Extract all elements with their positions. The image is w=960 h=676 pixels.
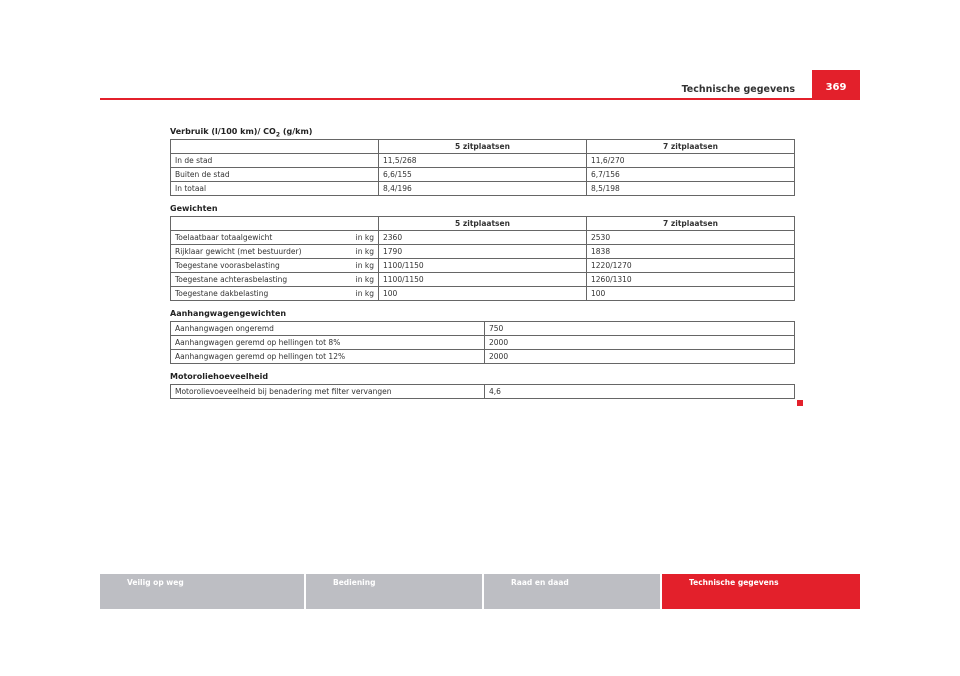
- table-header-empty: [171, 140, 379, 154]
- row-unit: in kg: [355, 289, 374, 298]
- row-label-cell: [171, 231, 379, 245]
- row-label: Motorolievoeveelheid bij benadering met filter vervangen: [171, 385, 485, 399]
- row-label: Rijklaar gewicht (met bestuurder): [175, 247, 302, 256]
- table-header: 7 zitplaatsen: [587, 217, 795, 231]
- running-header: Technische gegevens: [681, 84, 795, 95]
- row-label-cell: [171, 259, 379, 273]
- cell-value: 8,4/196: [379, 182, 587, 196]
- row-label: In totaal: [171, 182, 379, 196]
- table-row: [171, 231, 795, 245]
- cell-value: 1260/1310: [587, 273, 795, 287]
- cell-value: 1100/1150: [379, 259, 587, 273]
- row-unit: in kg: [355, 247, 374, 256]
- row-label-cell: [171, 273, 379, 287]
- section-end-marker: [797, 400, 803, 406]
- row-label-cell: [171, 287, 379, 301]
- consumption-table: [170, 139, 795, 196]
- table-row: [171, 350, 795, 364]
- row-label: Aanhangwagen geremd op hellingen tot 12%: [171, 350, 485, 364]
- row-unit: in kg: [355, 261, 374, 270]
- table-row: [171, 168, 795, 182]
- cell-value: 2530: [587, 231, 795, 245]
- cell-value: 11,6/270: [587, 154, 795, 168]
- content: [170, 125, 795, 399]
- consumption-title: Verbruik (l/100 km)/ $CO_2$ (g/km): [170, 127, 313, 139]
- cell-value: 750: [485, 322, 795, 336]
- row-label: Toegestane achterasbelasting: [175, 275, 288, 284]
- trailer-title: Aanhangwagengewichten: [170, 309, 287, 318]
- table-row: [171, 273, 795, 287]
- footer-tab-veilig-op-weg[interactable]: Veilig op weg: [100, 574, 304, 609]
- table-row: [171, 245, 795, 259]
- table-row: [171, 287, 795, 301]
- row-label: Toelaatbaar totaalgewicht: [175, 233, 273, 242]
- row-label: Buiten de stad: [171, 168, 379, 182]
- footer-tab-bediening[interactable]: Bediening: [306, 574, 482, 609]
- page-number: 369: [812, 70, 860, 98]
- trailer-table: [170, 321, 795, 364]
- cell-value: 8,5/198: [587, 182, 795, 196]
- footer-tab-technische-gegevens[interactable]: Technische gegevens: [662, 574, 860, 609]
- cell-value: 2000: [485, 336, 795, 350]
- table-row: [171, 182, 795, 196]
- weights-title: Gewichten: [170, 204, 218, 213]
- cell-value: 1790: [379, 245, 587, 259]
- weights-table: [170, 216, 795, 301]
- cell-value: 6,7/156: [587, 168, 795, 182]
- table-row: [171, 322, 795, 336]
- oil-title: Motoroliehoeveelheid: [170, 372, 269, 381]
- row-label-cell: [171, 245, 379, 259]
- oil-table: [170, 384, 795, 399]
- table-row: [171, 336, 795, 350]
- cell-value: 100: [587, 287, 795, 301]
- row-label: Toegestane dakbelasting: [175, 289, 269, 298]
- row-label: Toegestane voorasbelasting: [175, 261, 280, 270]
- cell-value: 1220/1270: [587, 259, 795, 273]
- footer-tab-raad-en-daad[interactable]: Raad en daad: [484, 574, 660, 609]
- table-header: 5 zitplaatsen: [379, 140, 587, 154]
- cell-value: 6,6/155: [379, 168, 587, 182]
- row-label: Aanhangwagen geremd op hellingen tot 8%: [171, 336, 485, 350]
- cell-value: 100: [379, 287, 587, 301]
- cell-value: 1100/1150: [379, 273, 587, 287]
- footer-nav: [100, 574, 860, 609]
- row-label: In de stad: [171, 154, 379, 168]
- header-rule: [100, 98, 860, 100]
- cell-value: 11,5/268: [379, 154, 587, 168]
- table-header: 7 zitplaatsen: [587, 140, 795, 154]
- table-row: [171, 385, 795, 399]
- table-header-empty: [171, 217, 379, 231]
- cell-value: 1838: [587, 245, 795, 259]
- cell-value: 2360: [379, 231, 587, 245]
- table-header: 5 zitplaatsen: [379, 217, 587, 231]
- cell-value: 4,6: [485, 385, 795, 399]
- row-label: Aanhangwagen ongeremd: [171, 322, 485, 336]
- row-unit: in kg: [355, 275, 374, 284]
- table-row: [171, 154, 795, 168]
- cell-value: 2000: [485, 350, 795, 364]
- table-row: [171, 259, 795, 273]
- table-header-row: [171, 217, 795, 231]
- row-unit: in kg: [355, 233, 374, 242]
- table-header-row: [171, 140, 795, 154]
